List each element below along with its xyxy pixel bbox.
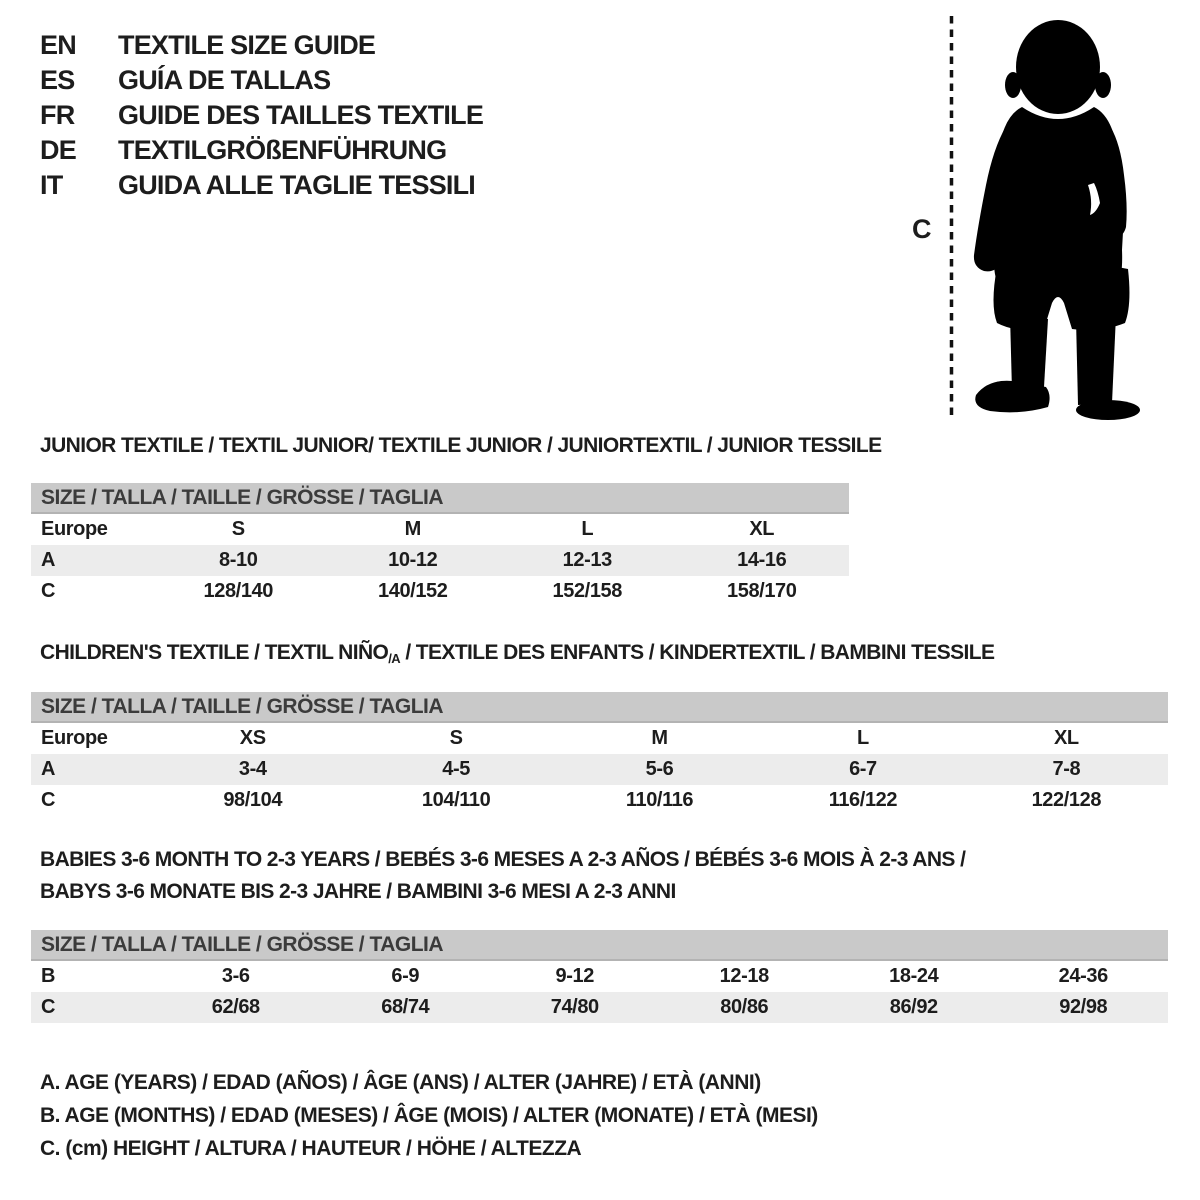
table-cell: 3-6	[221, 965, 250, 987]
table-cell: S	[449, 727, 463, 749]
lang-row-en	[40, 28, 483, 63]
silhouette-ear-right	[1095, 72, 1111, 98]
table-cell: 10-12	[388, 549, 438, 571]
table-cell: 152/158	[552, 580, 622, 602]
table-cell: M	[404, 518, 421, 540]
silhouette-ear-left	[1005, 72, 1021, 98]
junior-size-table	[31, 483, 849, 607]
legend-age-years: A. AGE (YEARS) / EDAD (AÑOS) / ÂGE (ANS) / ALTER (JAHRE) / ETÀ (ANNI)	[40, 1071, 761, 1094]
legend-age-months: B. AGE (MONTHS) / EDAD (MESES) / ÂGE (MOIS) / ALTER (MONATE) / ETÀ (MESI)	[40, 1104, 818, 1127]
row-label: Europe	[41, 727, 108, 749]
table-cell: 74/80	[550, 996, 599, 1018]
table-cell: 122/128	[1031, 789, 1102, 811]
table-cell: 14-16	[737, 549, 787, 571]
legend-block	[40, 1066, 818, 1165]
row-label: C	[41, 789, 56, 811]
children-section-title	[40, 641, 994, 666]
size-table-header: SIZE / TALLA / TAILLE / GRÖSSE / TAGLIA	[31, 483, 849, 514]
babies-section-title-line1: BABIES 3-6 MONTH TO 2-3 YEARS / BEBÉS 3-6 MESES A 2-3 AÑOS / BÉBÉS 3-6 MOIS À 2-3 ANS /	[40, 848, 966, 871]
size-table-header: SIZE / TALLA / TAILLE / GRÖSSE / TAGLIA	[31, 692, 1168, 723]
children-title-post: / TEXTILE DES ENFANTS / KINDERTEXTIL / BAMBINI TESSILE	[400, 641, 995, 664]
row-label: C	[41, 580, 56, 602]
table-cell: 68/74	[381, 996, 430, 1018]
lang-code-es: ES	[40, 65, 75, 95]
lang-title-de: TEXTILGRÖßENFÜHRUNG	[118, 135, 447, 165]
table-cell: 7-8	[1052, 758, 1081, 780]
babies-size-table	[31, 930, 1168, 1023]
row-label: C	[41, 996, 56, 1018]
lang-row-de	[40, 133, 483, 168]
table-row-c	[31, 785, 1168, 816]
silhouette-head	[1016, 20, 1100, 114]
table-cell: 80/86	[720, 996, 769, 1018]
babies-section-title-line2: BABYS 3-6 MONATE BIS 2-3 JAHRE / BAMBINI 3-6 MESI A 2-3 ANNI	[40, 880, 676, 903]
table-row-b	[31, 961, 1168, 992]
junior-section-title: JUNIOR TEXTILE / TEXTIL JUNIOR/ TEXTILE JUNIOR / JUNIORTEXTIL / JUNIOR TESSILE	[40, 434, 882, 457]
children-title-pre: CHILDREN'S TEXTILE / TEXTIL NIÑO	[40, 641, 389, 664]
table-cell: 6-9	[391, 965, 420, 987]
children-title-sub: /A	[388, 651, 401, 666]
table-cell: 140/152	[378, 580, 448, 602]
lang-title-it: GUIDA ALLE TAGLIE TESSILI	[118, 170, 475, 200]
row-label: A	[41, 758, 56, 780]
legend-height-cm: C. (cm) HEIGHT / ALTURA / HAUTEUR / HÖHE / ALTEZZA	[40, 1137, 582, 1160]
lang-code-de: DE	[40, 135, 76, 165]
table-cell: 6-7	[849, 758, 877, 780]
table-cell: 9-12	[555, 965, 594, 987]
table-row-c	[31, 576, 849, 607]
lang-code-fr: FR	[40, 100, 75, 130]
language-title-block	[40, 28, 483, 203]
size-table-header: SIZE / TALLA / TAILLE / GRÖSSE / TAGLIA	[31, 930, 1168, 961]
silhouette-foot-right	[1076, 400, 1140, 420]
table-row-europe	[31, 723, 1168, 754]
table-cell: 12-18	[719, 965, 769, 987]
lang-row-fr	[40, 98, 483, 133]
table-cell: L	[857, 727, 869, 749]
table-cell: S	[231, 518, 245, 540]
row-label: A	[41, 549, 56, 571]
lang-title-en: TEXTILE SIZE GUIDE	[118, 30, 376, 60]
row-label: B	[41, 965, 56, 987]
lang-title-fr: GUIDE DES TAILLES TEXTILE	[118, 100, 484, 130]
table-cell: 5-6	[645, 758, 674, 780]
table-cell: XS	[239, 727, 266, 749]
lang-row-es	[40, 63, 483, 98]
lang-code-it: IT	[40, 170, 63, 200]
row-label: Europe	[41, 518, 108, 540]
table-cell: 98/104	[223, 789, 283, 811]
children-size-table	[31, 692, 1168, 816]
table-row-c	[31, 992, 1168, 1023]
lang-title-es: GUÍA DE TALLAS	[118, 65, 331, 95]
height-measure-label: C	[912, 214, 932, 244]
table-cell: 116/122	[828, 789, 898, 811]
table-cell: XL	[749, 518, 775, 540]
table-cell: 62/68	[211, 996, 260, 1018]
table-cell: 110/116	[625, 789, 694, 811]
table-cell: M	[651, 727, 668, 749]
table-cell: 92/98	[1059, 996, 1108, 1018]
table-row-a	[31, 545, 849, 576]
table-row-a	[31, 754, 1168, 785]
table-cell: 24-36	[1058, 965, 1108, 987]
height-measure-dashed-line	[948, 14, 956, 422]
table-cell: 18-24	[889, 965, 939, 987]
table-cell: 8-10	[219, 549, 258, 571]
lang-code-en: EN	[40, 30, 76, 60]
table-cell: 4-5	[442, 758, 470, 780]
table-cell: 3-4	[238, 758, 267, 780]
silhouette-leg-right	[1076, 315, 1116, 405]
table-cell: XL	[1053, 727, 1079, 749]
table-row-europe	[31, 514, 849, 545]
table-cell: 86/92	[889, 996, 938, 1018]
toddler-silhouette	[960, 14, 1150, 422]
table-cell: 128/140	[203, 580, 273, 602]
table-cell: 158/170	[727, 580, 797, 602]
table-cell: 104/110	[421, 789, 491, 811]
lang-row-it	[40, 168, 483, 203]
table-cell: L	[581, 518, 594, 540]
table-cell: 12-13	[562, 549, 612, 571]
